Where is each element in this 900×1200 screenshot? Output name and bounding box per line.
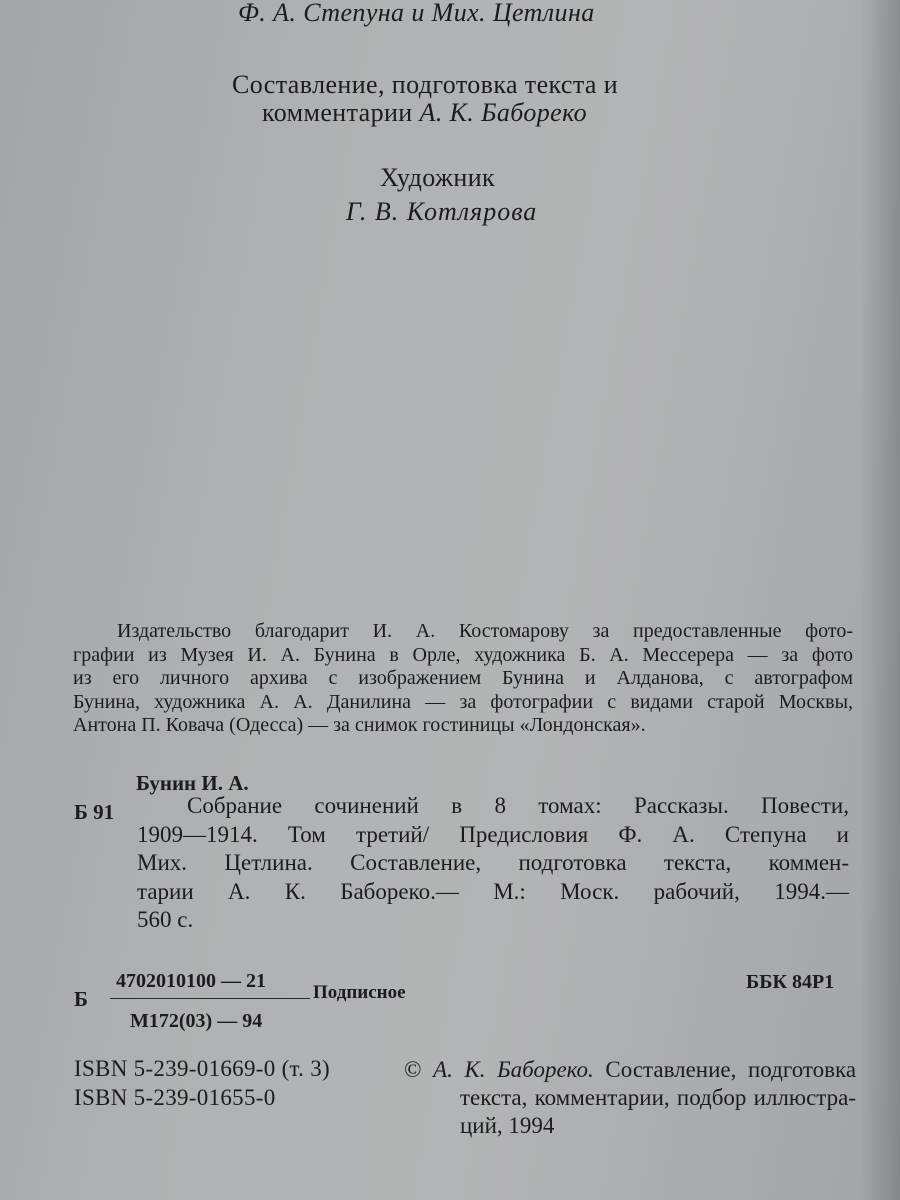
ack-line: графии из Музея И. А. Бунина в Орле, художника Б. А. Мессерера — за фото bbox=[73, 643, 853, 666]
isbn-set: ISBN 5-239-01655-0 bbox=[74, 1085, 276, 1110]
catalog-author: Бунин И. А. bbox=[136, 771, 249, 795]
artist-label: Художник bbox=[380, 163, 496, 192]
compilation-line-2 bbox=[262, 98, 587, 128]
description-line: Мих. Цетлина. Составление, подготовка текста, коммен- bbox=[137, 850, 849, 875]
description-line: Собрание сочинений в 8 томах: Рассказы. Повести, bbox=[187, 793, 849, 818]
formula-denominator: М172(03) — 94 bbox=[130, 1010, 263, 1032]
isbn-volume: ISBN 5-239-01669-0 (т. 3) bbox=[74, 1056, 331, 1081]
ack-line: из его личного архива с изображением Бунина и Алданова, с автографом bbox=[73, 667, 853, 690]
description-line: тарии А. К. Бабореко.— М.: Моск. рабочий, 1994.— bbox=[137, 878, 849, 904]
artist-name: Г. В. Котлярова bbox=[346, 197, 538, 226]
ack-line: Антона П. Ковача (Одесса) — за снимок гостиницы «Лондонская». bbox=[73, 714, 646, 737]
compiler-name: А. К. Бабореко bbox=[419, 98, 588, 127]
ack-line: Издательство благодарит И. А. Костомарову за предоставленные фото- bbox=[117, 620, 853, 642]
copyright-holder: А. К. Бабореко. bbox=[433, 1057, 594, 1082]
ack-line: Бунина, художника А. А. Данилина — за фотографии с видами старой Москвы, bbox=[73, 690, 853, 713]
copyright-rest: Составление, подготовка bbox=[605, 1057, 857, 1082]
copyright-line: ций, 1994 bbox=[460, 1113, 555, 1138]
prefaces-authors: Ф. А. Степуна и Мих. Цетлина bbox=[238, 0, 595, 27]
subscription-label: Подписное bbox=[313, 982, 406, 1003]
catalog-description bbox=[137, 792, 849, 935]
acknowledgement-paragraph bbox=[73, 620, 853, 738]
description-line: 560 с. bbox=[137, 907, 194, 932]
compilation-prefix: комментарии bbox=[262, 98, 420, 127]
bbk-code: ББК 84Р1 bbox=[746, 971, 835, 993]
copyright-symbol: © bbox=[404, 1057, 422, 1082]
catalog-code: Б 91 bbox=[74, 800, 115, 824]
copyright-line: текста, комментарии, подбор иллюстра- bbox=[460, 1085, 856, 1110]
description-line: 1909—1914. Том третий/ Предисловия Ф. А. Степуна и bbox=[137, 821, 849, 847]
formula-letter: Б bbox=[74, 987, 88, 1011]
copyright-notice bbox=[404, 1056, 856, 1140]
formula-numerator: 4702010100 — 21 bbox=[116, 970, 266, 992]
copyright-line bbox=[404, 1056, 856, 1084]
formula-fraction-line bbox=[110, 998, 310, 999]
compilation-line-1: Составление, подготовка текста и bbox=[232, 70, 619, 99]
